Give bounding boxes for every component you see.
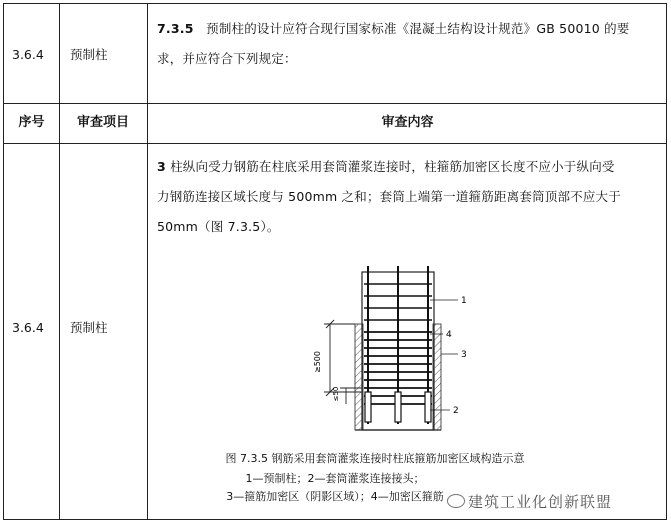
point-number: 3 — [157, 159, 166, 174]
column-diagram — [300, 262, 500, 442]
header-item: 审查项目 — [76, 115, 129, 130]
clause-text-line2: 求，并应符合下列规定： — [157, 51, 297, 66]
clause-text-line1: 预制柱的设计应符合现行国家标准《混凝土结构设计规范》GB 50010 的要 — [206, 21, 630, 36]
row2-code: 3.6.4 — [12, 320, 44, 335]
row2-line1: 柱纵向受力钢筋在柱底采用套筒灌浆连接时，柱箍筋加密区长度不应小于纵向受 — [170, 159, 615, 174]
figure-legend-line1: 1—预制柱；2—套筒灌浆连接接头； — [245, 472, 425, 485]
label-4: 4 — [446, 330, 452, 340]
row2-line2: 力钢筋连接区域长度与 500mm 之和；套筒上端第一道箍筋距离套筒顶部不应大于 — [157, 189, 621, 204]
row-divider — [4, 103, 666, 104]
row1-clause — [157, 14, 662, 74]
sleeve — [395, 392, 401, 422]
dense-zone-right — [433, 324, 441, 430]
row2-clause — [157, 152, 662, 242]
header-content: 审查内容 — [381, 115, 434, 130]
dense-zone-left — [355, 324, 363, 430]
clause-number: 7.3.5 — [157, 21, 194, 36]
row2-line3: 50mm（图 7.3.5）。 — [157, 219, 280, 234]
figure-caption: 图 7.3.5 钢筋采用套筒灌浆连接时柱底箍筋加密区域构造示意 — [225, 452, 525, 465]
row1-item: 预制柱 — [70, 47, 108, 62]
label-1: 1 — [461, 296, 467, 306]
figure-legend-line2: 3—箍筋加密区（阴影区域）；4—加密区箍筋 — [226, 490, 444, 503]
col-divider — [147, 4, 148, 519]
label-2: 2 — [453, 406, 459, 416]
wechat-icon — [447, 494, 465, 508]
label-3: 3 — [461, 350, 467, 360]
watermark — [447, 491, 612, 512]
dim-upper-label: ≥500 — [313, 351, 322, 373]
sleeve — [425, 392, 431, 422]
row-divider — [4, 143, 666, 144]
col-divider — [59, 4, 60, 519]
watermark-text: 建筑工业化创新联盟 — [468, 493, 613, 511]
row1-code: 3.6.4 — [12, 47, 44, 62]
dim-lower-label: ≤50 — [332, 386, 340, 402]
sleeve — [365, 392, 371, 422]
row2-item: 预制柱 — [70, 320, 108, 335]
header-no: 序号 — [18, 115, 45, 130]
